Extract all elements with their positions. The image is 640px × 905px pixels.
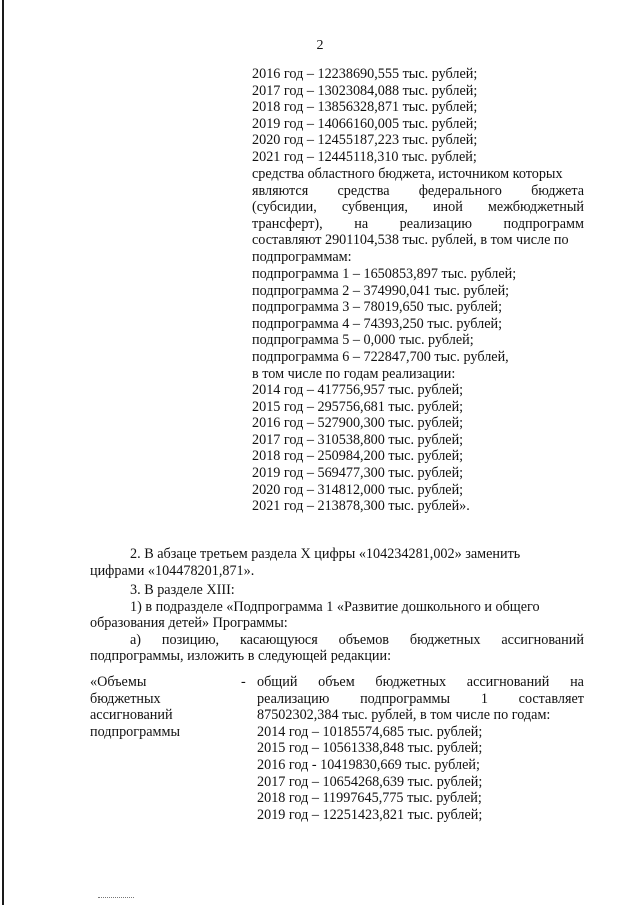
justified-line (252, 199, 584, 216)
year-line: 2021 год – 12445118,310 тыс. рублей; (252, 148, 477, 165)
subprogram-line: подпрограмма 2 – 374990,041 тыс. рублей; (252, 282, 510, 299)
year-line: 2017 год – 10654268,639 тыс. рублей; (257, 773, 483, 790)
years-by-implementation (252, 382, 512, 515)
table-left-cell: бюджетных (90, 690, 161, 707)
item-3-section (90, 582, 584, 665)
word: иной (432, 199, 463, 216)
funding-continuation-block (252, 66, 498, 166)
text-line: средства областного бюджета, источником которых (252, 166, 563, 182)
word: федерального (418, 182, 502, 199)
year-line: 2019 год – 569477,300 тыс. рублей; (252, 464, 464, 481)
word: реализацию (257, 690, 330, 707)
page-number: 2 (316, 38, 324, 53)
year-line: 2021 год – 213878,300 тыс. рублей». (252, 498, 470, 515)
word: средства (337, 182, 390, 199)
word: общий (257, 674, 298, 690)
year-line: 2014 год – 10185574,685 тыс. рублей; (257, 723, 483, 740)
text-line: 1) в подразделе «Подпрограмма 1 «Развитие дошкольного и общего (130, 598, 540, 615)
word: подпрограмм (503, 215, 584, 232)
text-line: составляют 2901104,538 тыс. рублей, в том числе по (252, 232, 569, 249)
word: на (570, 674, 584, 690)
year-line: 2020 год – 12455187,223 тыс. рублей; (252, 132, 478, 149)
word: составляет (518, 690, 584, 707)
text-line: 3. В разделе XIII: (130, 582, 235, 598)
text-line: 87502302,384 тыс. рублей, в том числе по годам: (257, 707, 551, 724)
word: объемов (338, 631, 389, 648)
year-line: 2016 год – 527900,300 тыс. рублей; (252, 415, 464, 432)
justified-line (257, 691, 584, 708)
word: объем (318, 674, 355, 690)
year-line: 2017 год – 13023084,088 тыс. рублей; (252, 82, 478, 99)
table-left-cell: «Объемы (90, 674, 147, 690)
text-line: подпрограммам: (252, 248, 352, 265)
text-line: в том числе по годам реализации: (252, 365, 456, 382)
subprogram-list (252, 266, 552, 382)
year-line: 2017 год – 310538,800 тыс. рублей; (252, 431, 464, 448)
year-line: 2014 год – 417756,957 тыс. рублей; (252, 382, 464, 398)
table-left-cell: подпрограммы (90, 723, 180, 740)
year-line: 2016 год – 12238690,555 тыс. рублей; (252, 66, 478, 82)
year-line: 2019 год – 12251423,821 тыс. рублей; (257, 806, 483, 823)
word: позицию, (161, 631, 220, 648)
year-line: 2020 год – 314812,000 тыс. рублей; (252, 481, 464, 498)
scan-edge-line (2, 0, 4, 905)
subprogram-line: подпрограмма 3 – 78019,650 тыс. рублей; (252, 299, 503, 316)
dash-mark: - (241, 674, 246, 690)
year-line: 2018 год – 11997645,775 тыс. рублей; (257, 790, 482, 807)
justified-line (252, 216, 584, 233)
table-right-column (257, 674, 584, 823)
year-line: 2015 год – 295756,681 тыс. рублей; (252, 398, 464, 415)
table-left-column (90, 674, 240, 740)
text-line: подпрограммы, изложить в следующей редакции: (90, 648, 392, 665)
word: бюджетных (409, 631, 481, 648)
word: 1 (480, 690, 488, 707)
word: субвенция, (341, 199, 408, 216)
year-line: 2019 год – 14066160,005 тыс. рублей; (252, 115, 478, 132)
word: являются (252, 182, 309, 199)
text-line: образования детей» Программы: (90, 615, 288, 632)
year-line: 2015 год – 10561338,848 тыс. рублей; (257, 740, 483, 757)
word: реализацию (399, 215, 473, 232)
word: (субсидии, (252, 199, 317, 216)
word: а) (130, 631, 142, 648)
year-line: 2016 год - 10419830,669 тыс. рублей; (257, 756, 480, 773)
subprogram-line: подпрограмма 6 – 722847,700 тыс. рублей, (252, 348, 509, 365)
justified-line (257, 674, 584, 691)
regional-budget-paragraph (252, 166, 584, 266)
word: трансферт), (252, 215, 323, 232)
word: бюджетных (375, 674, 447, 690)
word: на (354, 215, 369, 232)
subprogram-line: подпрограмма 4 – 74393,250 тыс. рублей; (252, 315, 503, 332)
justified-line (90, 632, 584, 649)
word: ассигнований (501, 631, 584, 648)
subprogram-line: подпрограмма 5 – 0,000 тыс. рублей; (252, 332, 474, 349)
word: касающуюся (239, 631, 318, 648)
word: подпрограммы (360, 690, 451, 707)
year-line: 2018 год – 250984,200 тыс. рублей; (252, 448, 464, 465)
scan-artifact-mark (98, 897, 134, 900)
item-2-paragraph (90, 546, 584, 579)
justified-line (252, 183, 584, 200)
word: межбюджетный (487, 199, 584, 216)
subprogram-line: подпрограмма 1 – 1650853,897 тыс. рублей; (252, 266, 517, 282)
text-line: цифрами «104478201,871». (90, 562, 255, 579)
table-left-cell: ассигнований (90, 707, 173, 724)
table-dash (241, 674, 251, 691)
year-line: 2018 год – 13856328,871 тыс. рублей; (252, 99, 478, 116)
text-line: 2. В абзаце третьем раздела X цифры «104234281,002» заменить (130, 546, 521, 562)
word: ассигнований (466, 674, 550, 690)
word: бюджета (531, 182, 584, 199)
